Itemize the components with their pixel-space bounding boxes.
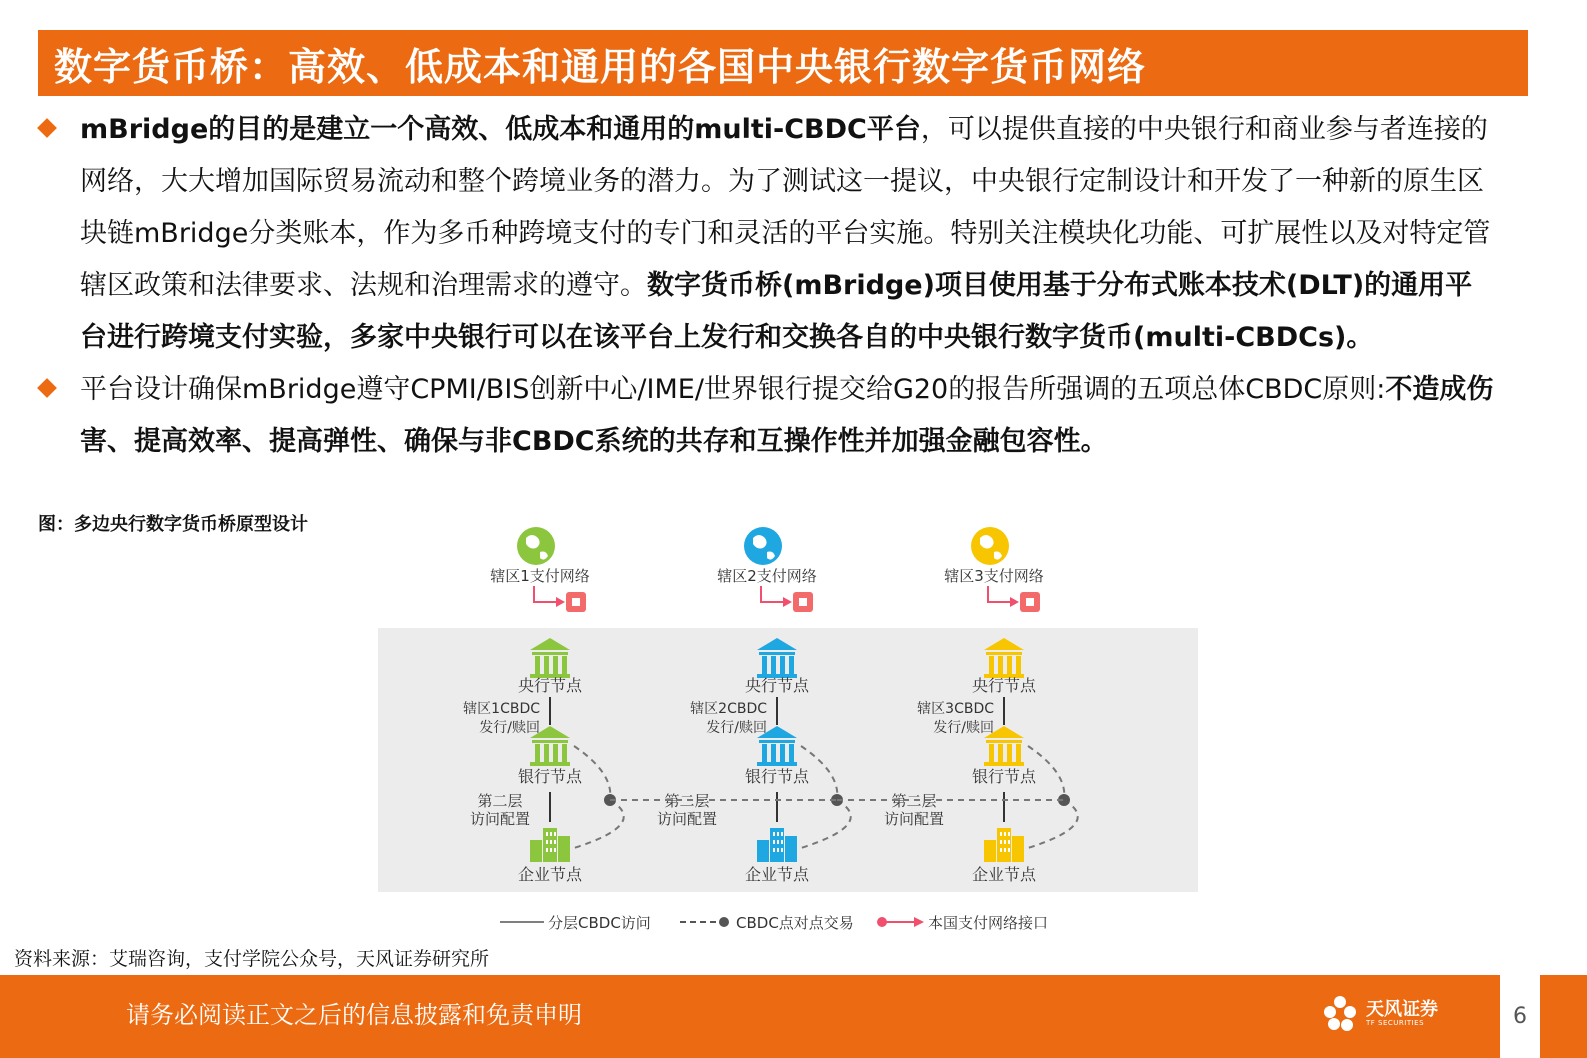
layer-label: 访问配置: [469, 810, 531, 828]
layer-label: 第二层: [664, 792, 710, 810]
enterprise-node-label: 企业节点: [971, 865, 1037, 884]
bank-building-icon: [984, 638, 1024, 678]
legend-label: CBDC点对点交易: [736, 914, 854, 932]
enterprise-buildings-icon: [757, 828, 797, 862]
bullet-text: 平台设计确保mBridge遵守CPMI/BIS创新中心/IME/世界银行提交给G20的报告所强调的五项总体CBDC原则:: [80, 374, 1386, 405]
legend-label: 本国支付网络接口: [928, 914, 1049, 932]
layer-label: 访问配置: [656, 810, 718, 828]
payment-network-icon: [761, 586, 813, 612]
bullet-text: ，可以提供直接的中央银行和商业参与者连接的网络，大大增加国际贸易流动和整个跨境业务的潜力。为了测试这一提议，中央银行定制设计和开发了一种新的原生区块链mBridge分类账本，作为多币种跨境支付的专门和灵活的平台实施。特别关注模块化功能、可扩展性以及对特定管辖区政策和法律要求、法规和治理需求的遵守。: [80, 114, 1491, 301]
enterprise-buildings-icon: [530, 828, 570, 862]
figure-caption: 图：多边央行数字货币桥原型设计: [38, 514, 308, 535]
bullet-text-bold: 数字货币桥(mBridge)项目使用基于分布式账本技术(DLT)的通用平台进行跨境支付实验，多家中央银行可以在该平台上发行和交换各自的中央银行数字货币(multi-CBDCs)。: [80, 270, 1473, 353]
brand-logo: [1320, 989, 1470, 1039]
issue-label: 发行/赎回: [933, 720, 994, 736]
network-label: 辖区2支付网络: [717, 567, 817, 585]
enterprise-buildings-icon: [984, 828, 1024, 862]
brand-name-en: TF SECURITIES: [1366, 1019, 1425, 1027]
bank-building-icon: [530, 638, 570, 678]
bank-node-label: 银行节点: [744, 767, 810, 786]
bullet-text-bold: mBridge的目的是建立一个高效、低成本和通用的multi-CBDC平台: [80, 114, 921, 145]
footer: [0, 975, 1587, 1058]
enterprise-node-label: 企业节点: [517, 865, 583, 884]
page-number: 6: [1500, 975, 1540, 1058]
bullet-text-bold: 不造成伤害、提高效率、提高弹性、确保与非CBDC系统的共存和互操作性并加强金融包容性。: [80, 374, 1494, 457]
page-title: 数字货币桥：高效、低成本和通用的各国中央银行数字货币网络: [38, 30, 1528, 96]
payment-network-icon: [988, 586, 1040, 612]
globe-icon: [971, 527, 1009, 565]
central-node-label: 央行节点: [971, 676, 1037, 695]
layer-label: 第二层: [477, 792, 523, 810]
issue-label: 辖区2CBDC: [690, 701, 767, 717]
issue-label: 辖区1CBDC: [463, 701, 540, 717]
brand-name: 天风证券: [1366, 999, 1438, 1020]
flower-logo-icon: [1320, 992, 1360, 1036]
source-note: 资料来源：艾瑞咨询，支付学院公众号，天风证券研究所: [14, 948, 490, 970]
legend-dot-icon: [719, 917, 729, 927]
issue-label: 发行/赎回: [706, 720, 767, 736]
p2p-arc: [1028, 800, 1078, 848]
bank-node-label: 银行节点: [971, 767, 1037, 786]
layer-label: 访问配置: [883, 810, 945, 828]
issue-label: 辖区3CBDC: [917, 701, 994, 717]
bank-building-icon: [757, 638, 797, 678]
jurisdiction-group: [657, 527, 851, 884]
legend-pink-dot-icon: [877, 917, 887, 927]
network-label: 辖区1支付网络: [490, 567, 590, 585]
enterprise-node-label: 企业节点: [744, 865, 810, 884]
p2p-arc: [801, 800, 851, 848]
network-label: 辖区3支付网络: [944, 567, 1044, 585]
jurisdiction-group: [463, 527, 624, 884]
issue-label: 发行/赎回: [479, 720, 540, 736]
legend-label: 分层CBDC访问: [548, 914, 651, 932]
p2p-arc: [574, 800, 624, 848]
payment-network-icon: [534, 586, 586, 612]
legend-arrow-icon: [914, 917, 924, 927]
layer-label: 第二层: [891, 792, 937, 810]
central-node-label: 央行节点: [517, 676, 583, 695]
globe-icon: [744, 527, 782, 565]
footer-disclaimer: 请务必阅读正文之后的信息披露和免责申明: [126, 1001, 582, 1029]
bank-node-label: 银行节点: [517, 767, 583, 786]
jurisdiction-group: [884, 527, 1078, 884]
central-node-label: 央行节点: [744, 676, 810, 695]
globe-icon: [517, 527, 555, 565]
